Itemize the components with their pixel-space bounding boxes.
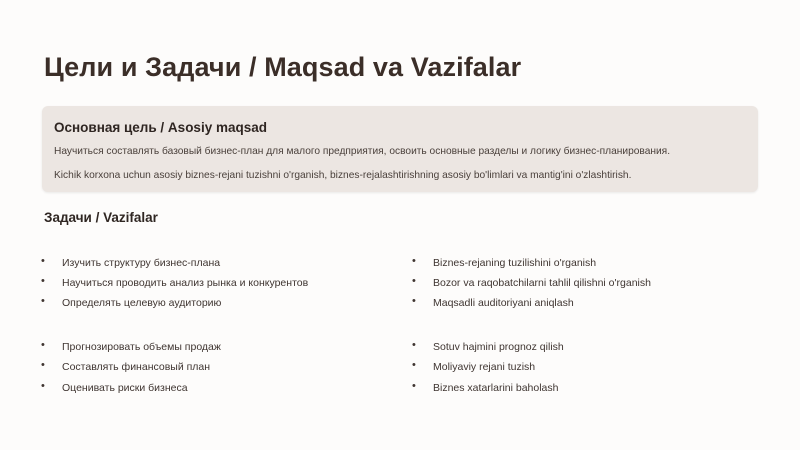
task-text: Bozor va raqobatchilarni tahlil qilishni o'rganish (433, 277, 651, 289)
task-item-ru (41, 359, 211, 373)
task-item-uz (412, 275, 651, 289)
bullet-icon: • (412, 380, 416, 392)
bullet-icon: • (412, 275, 416, 287)
goal-box (42, 106, 758, 192)
task-text: Biznes-rejaning tuzilishini o'rganish (433, 257, 597, 269)
task-text: Изучить структуру бизнес-плана (62, 257, 221, 269)
bullet-icon: • (41, 380, 45, 392)
bullet-icon: • (41, 295, 45, 307)
bullet-icon: • (41, 275, 45, 287)
bullet-icon: • (41, 339, 45, 351)
task-item-uz (412, 255, 597, 269)
task-item-ru (41, 275, 309, 289)
task-text: Sotuv hajmini prognoz qilish (433, 341, 564, 353)
task-text: Определять целевую аудиторию (62, 297, 222, 309)
bullet-icon: • (41, 255, 45, 267)
task-text: Прогнозировать объемы продаж (62, 341, 221, 353)
task-item-ru (41, 380, 188, 394)
task-text: Biznes xatarlarini baholash (433, 382, 559, 394)
task-item-uz (412, 295, 574, 309)
task-text: Научиться проводить анализ рынка и конкурентов (62, 277, 309, 289)
task-item-uz (412, 380, 559, 394)
task-item-ru (41, 255, 221, 269)
bullet-icon: • (412, 295, 416, 307)
goal-heading: Основная цель / Asosiy maqsad (54, 120, 267, 135)
task-item-ru (41, 339, 221, 353)
task-text: Maqsadli auditoriyani aniqlash (433, 297, 574, 309)
task-item-uz (412, 339, 564, 353)
task-text: Moliyaviy rejani tuzish (433, 361, 536, 373)
bullet-icon: • (41, 359, 45, 371)
bullet-icon: • (412, 359, 416, 371)
task-text: Составлять финансовый план (62, 361, 211, 373)
task-item-ru (41, 295, 222, 309)
task-text: Оценивать риски бизнеса (62, 382, 188, 394)
goal-text-uz: Kichik korxona uchun asosiy biznes-rejani tuzishni o'rganish, biznes-rejalashtirishning asosiy bo'limlari va mantig'ini o'zlashtirish. (54, 170, 632, 181)
task-item-uz (412, 359, 536, 373)
goal-text-ru: Научиться составлять базовый бизнес-план для малого предприятия, освоить основные разделы и логику бизнес-планирования. (54, 146, 671, 157)
bullet-icon: • (412, 255, 416, 267)
tasks-heading: Задачи / Vazifalar (44, 210, 158, 225)
slide-title: Цели и Задачи / Maqsad va Vazifalar (44, 52, 522, 82)
bullet-icon: • (412, 339, 416, 351)
